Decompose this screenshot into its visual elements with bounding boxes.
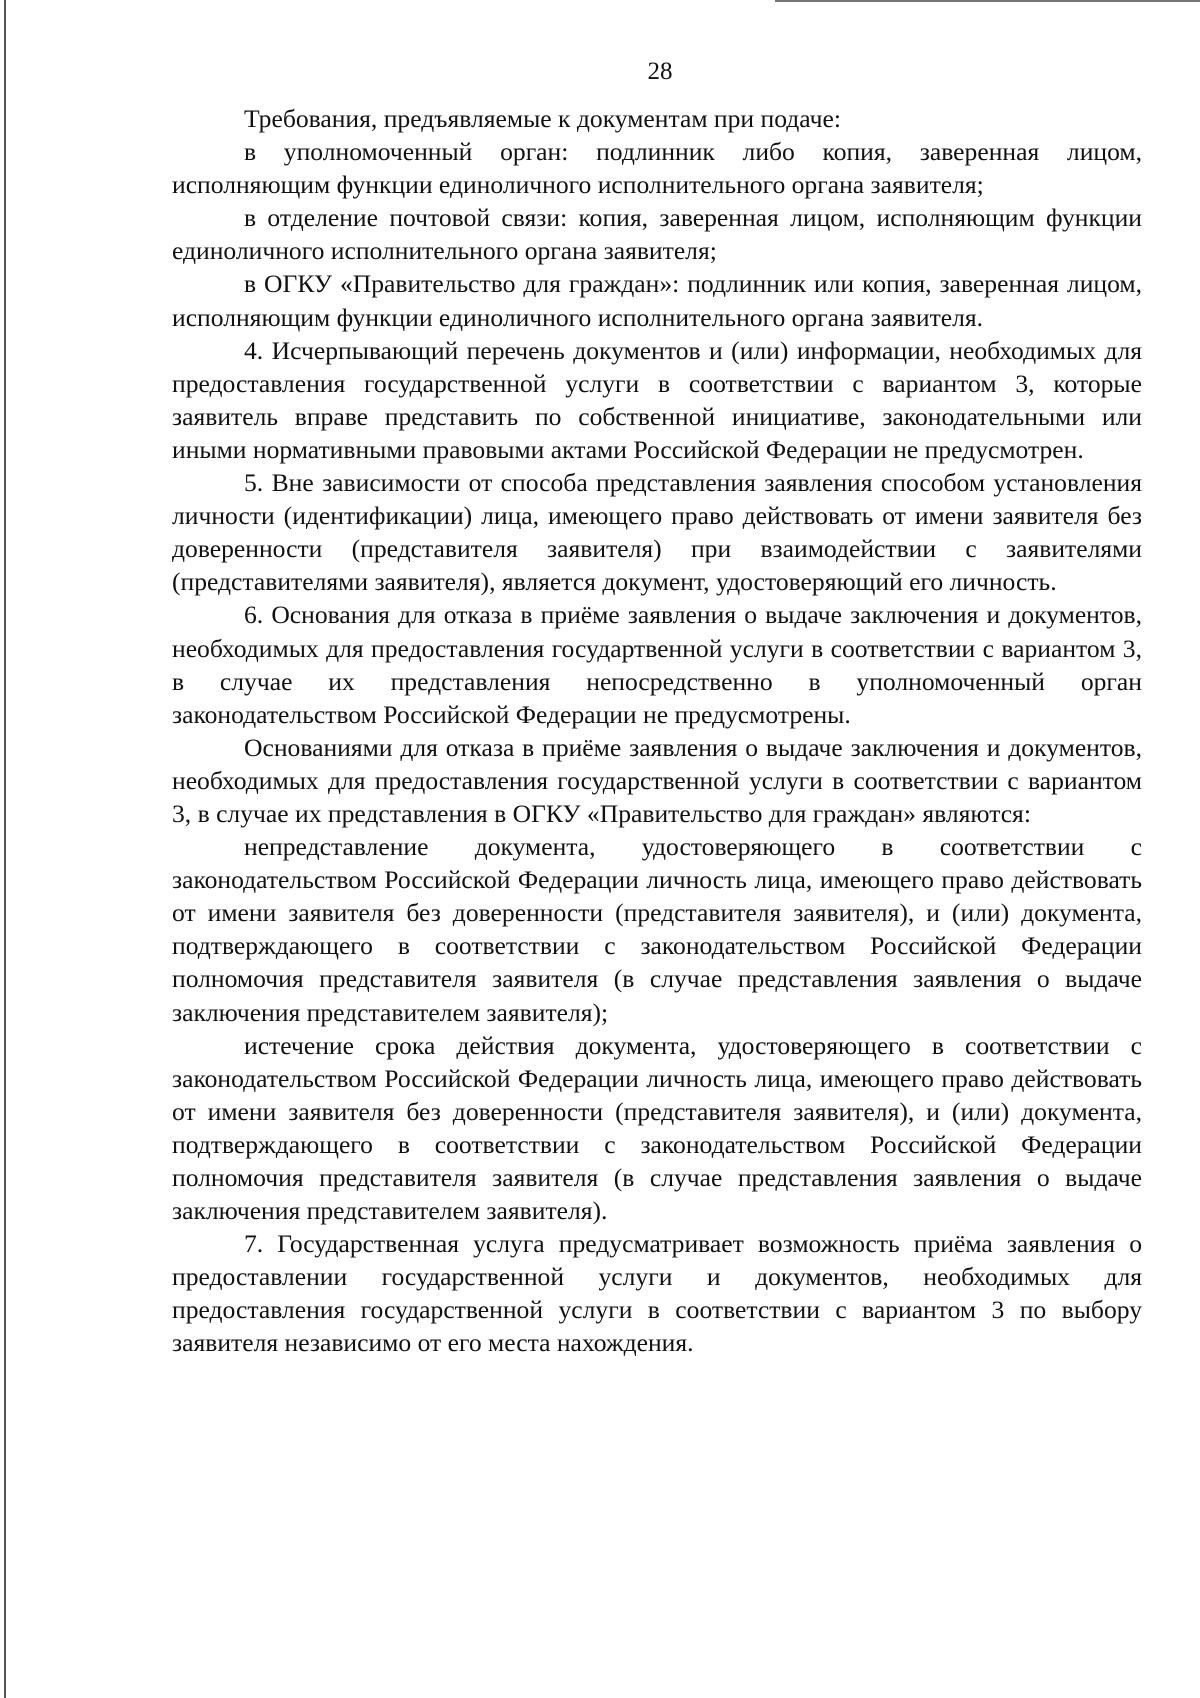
paragraph-authorized-body: в уполномоченный орган: подлинник либо копия, заверенная лицом, исполняющим функции единоличного исполнительного органа заявителя;: [172, 137, 1142, 200]
paragraph-item-7: 7. Государственная услуга предусматривает возможность приёма заявления о предоставлении государственной услуги и документов, необходимых для предоставления государственной услуги в соответствии с вариантом 3 по выбору заявителя независимо от его места нахождения.: [172, 1229, 1142, 1358]
paragraph-ogku: в ОГКУ «Правительство для граждан»: подлинник или копия, заверенная лицом, исполняющим функции единоличного исполнительного органа заявителя.: [172, 269, 1142, 332]
paragraph-refusal-grounds: Основаниями для отказа в приёме заявления о выдаче заключения и документов, необходимых для предоставления государственной услуги в соответствии с вариантом 3, в случае их представления в ОГКУ «Правительство для граждан» являются:: [172, 732, 1142, 828]
paragraph-requirements-intro: Требования, предъявляемые к документам при подаче:: [244, 104, 841, 133]
paragraph-non-submission: непредставление документа, удостоверяющего в соответствии с законодательством Российской Федерации личность лица, имеющего право действовать от имени заявителя без доверенности (представителя заявителя), и (или) документа, подтверждающего в соответствии с законодательством Российской Федерации полномочия представителя заявителя (в случае представления заявления о выдаче заключения представителем заявителя);: [172, 832, 1142, 1027]
paragraph-item-4: 4. Исчерпывающий перечень документов и (или) информации, необходимых для предоставления государственной услуги в соответствии с вариантом 3, которые заявитель вправе представить по собственной инициативе, законодательными или иными нормативными правовыми актами Российской Федерации не предусмотрен.: [172, 335, 1142, 464]
paragraph-expiration: истечение срока действия документа, удостоверяющего в соответствии с законодательством Российской Федерации личность лица, имеющего право действовать от имени заявителя без доверенности (представителя заявителя), и (или) документа, подтверждающего в соответствии с законодательством Российской Федерации полномочия представителя заявителя (в случае представления заявления о выдаче заключения представителем заявителя).: [172, 1030, 1142, 1226]
paragraph-post-office: в отделение почтовой связи: копия, заверенная лицом, исполняющим функции единоличного исполнительного органа заявителя;: [172, 203, 1142, 266]
scan-edge-top: [775, 0, 1200, 2]
paragraph-item-5: 5. Вне зависимости от способа представления заявления способом установления личности (идентификации) лица, имеющего право действовать от имени заявителя без доверенности (представителя заявителя) при взаимодействии с заявителями (представителями заявителя), является документ, удостоверяющий его личность.: [172, 468, 1142, 597]
paragraph-item-6: 6. Основания для отказа в приёме заявления о выдаче заключения и документов, необходимых для предоставления государтвенной услуги в соответствии с вариантом 3, в случае их представления непосредственно в уполномоченный орган законодательством Российской Федерации не предусмотрены.: [172, 600, 1142, 729]
scan-edge-left: [4, 0, 6, 1698]
page-number: 28: [647, 58, 673, 85]
document-body: [172, 102, 1142, 1360]
